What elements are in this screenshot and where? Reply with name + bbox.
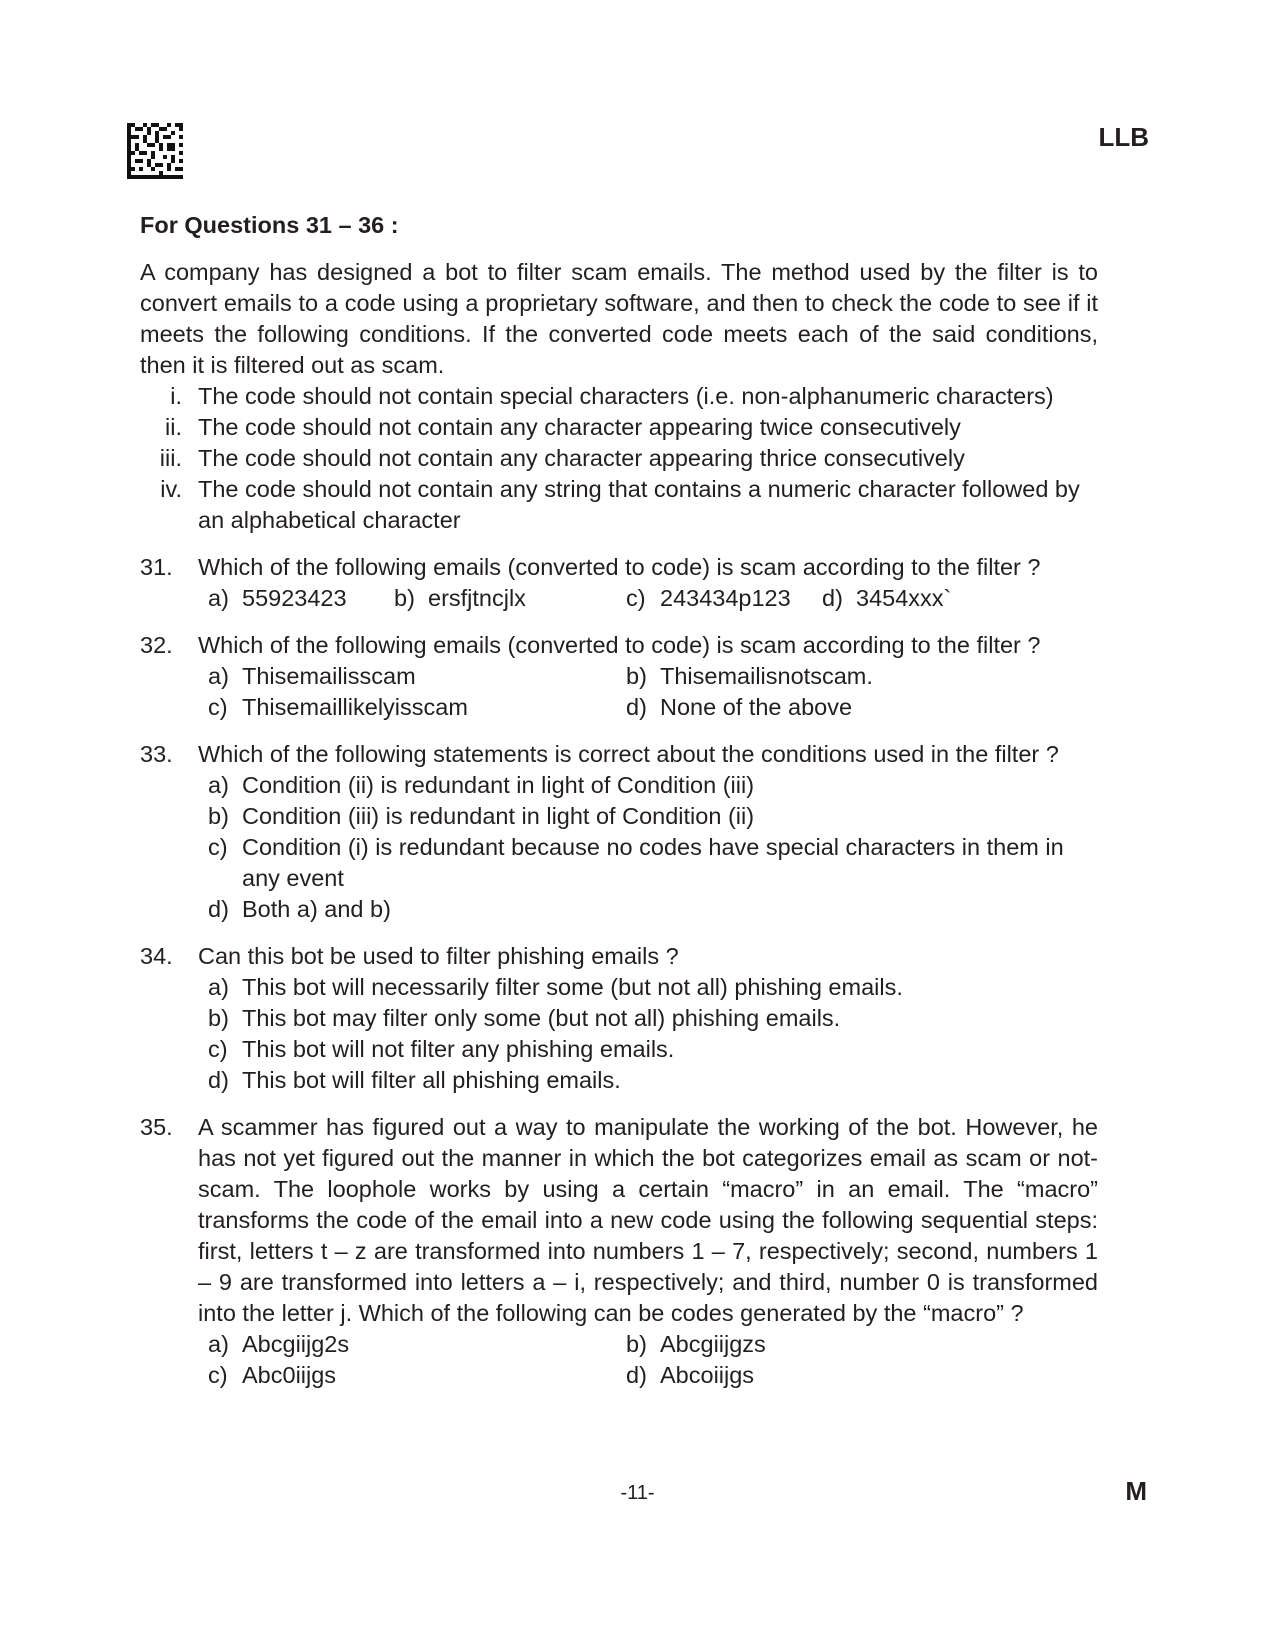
option-label: c) — [208, 1362, 228, 1388]
condition-item — [140, 474, 1098, 536]
option-label: a) — [208, 974, 229, 1000]
question-block — [140, 210, 1098, 1391]
option-label: d) — [208, 1067, 229, 1093]
question-33 — [140, 739, 1098, 925]
conditions-list — [140, 381, 1098, 536]
options — [140, 583, 1098, 614]
options — [140, 972, 1098, 1096]
option-text: Abc0iijgs — [242, 1362, 337, 1388]
option-text: Condition (i) is redundant because no codes have special characters in them in any event — [242, 834, 1064, 891]
option-label: b) — [626, 1331, 647, 1357]
option-b[interactable] — [208, 1003, 1098, 1034]
condition-text: The code should not contain any character appearing twice consecutively — [198, 414, 961, 440]
option-text: 55923423 — [242, 585, 347, 611]
section-heading: For Questions 31 – 36 : — [140, 212, 399, 238]
option-label: a) — [208, 1331, 229, 1357]
question-number: 31. — [140, 554, 173, 580]
option-d[interactable] — [822, 583, 951, 614]
condition-number: iv. — [160, 476, 182, 502]
option-c[interactable] — [208, 832, 1098, 894]
option-label: c) — [208, 834, 228, 860]
question-text: A scammer has figured out a way to manipulate the working of the bot. However, he has not yet figured out the manner in which the bot categorizes email as scam or not-scam. The loophole works by using a certain “macro” in an email. The “macro” transforms the code of the email into a new code using the following sequential steps: first, letters t – z are transformed into numbers 1 – 7, respectively; second, numbers 1 – 9 are transformed into letters a – i, respectively; and third, number 0 is transformed into the letter j. Which of the following can be codes generated by the “macro” ? — [198, 1114, 1098, 1326]
options — [140, 770, 1098, 925]
option-label: a) — [208, 772, 229, 798]
option-label: b) — [394, 585, 415, 611]
option-text: Thisemailisscam — [242, 663, 416, 689]
condition-number: iii. — [159, 445, 182, 471]
option-label: b) — [626, 663, 647, 689]
option-text: This bot will filter all phishing emails. — [242, 1067, 621, 1093]
condition-item — [140, 443, 1098, 474]
question-number: 33. — [140, 741, 173, 767]
option-text: Condition (ii) is redundant in light of Condition (iii) — [242, 772, 755, 798]
option-b[interactable] — [626, 661, 1026, 692]
condition-text: The code should not contain any character appearing thrice consecutively — [198, 445, 965, 471]
options — [140, 661, 1098, 723]
question-35 — [140, 1112, 1098, 1391]
condition-text: The code should not contain any string that contains a numeric character followed by an alphabetical character — [198, 476, 1080, 533]
option-b[interactable] — [394, 583, 626, 614]
condition-number: ii. — [165, 414, 182, 440]
options — [140, 1329, 1098, 1391]
option-text: Thisemaillikelyisscam — [242, 694, 468, 720]
option-text: This bot will not filter any phishing emails. — [242, 1036, 675, 1062]
option-label: d) — [208, 896, 229, 922]
option-text: Both a) and b) — [242, 896, 391, 922]
option-a[interactable] — [208, 770, 1098, 801]
option-a[interactable] — [208, 661, 626, 692]
question-34 — [140, 941, 1098, 1096]
question-text: Can this bot be used to filter phishing emails ? — [198, 943, 679, 969]
option-text: Abcgiijgzs — [660, 1331, 766, 1357]
option-text: Thisemailisnotscam. — [660, 663, 873, 689]
option-b[interactable] — [626, 1329, 1026, 1360]
option-b[interactable] — [208, 801, 1098, 832]
option-label: c) — [208, 1036, 228, 1062]
option-label: a) — [208, 663, 229, 689]
option-text: This bot will necessarily filter some (but not all) phishing emails. — [242, 974, 903, 1000]
option-text: 3454xxx` — [856, 585, 952, 611]
condition-item — [140, 412, 1098, 443]
option-text: Abcgiijg2s — [242, 1331, 350, 1357]
option-label: d) — [626, 694, 647, 720]
question-31 — [140, 552, 1098, 614]
condition-item — [140, 381, 1098, 412]
option-text: 243434p123 — [660, 585, 791, 611]
question-number: 34. — [140, 943, 173, 969]
option-a[interactable] — [208, 583, 394, 614]
option-label: d) — [626, 1362, 647, 1388]
option-a[interactable] — [208, 972, 1098, 1003]
paper-code: LLB — [1098, 122, 1149, 152]
option-label: c) — [208, 694, 228, 720]
option-c[interactable] — [626, 583, 822, 614]
option-c[interactable] — [208, 1034, 1098, 1065]
question-text: Which of the following emails (converted to code) is scam according to the filter ? — [198, 554, 1041, 580]
option-label: d) — [822, 585, 843, 611]
condition-text: The code should not contain special characters (i.e. non-alphanumeric characters) — [198, 383, 1054, 409]
option-text: This bot may filter only some (but not all) phishing emails. — [242, 1005, 841, 1031]
question-text: Which of the following statements is correct about the conditions used in the filter ? — [198, 741, 1059, 767]
option-d[interactable] — [208, 894, 1098, 925]
option-label: b) — [208, 1005, 229, 1031]
question-number: 35. — [140, 1114, 173, 1140]
intro-paragraph: A company has designed a bot to filter scam emails. The method used by the filter is to convert emails to a code using a proprietary software, and then to check the code to see if it meets the following conditions. If the converted code meets each of the said conditions, then it is filtered out as scam. — [140, 259, 1098, 378]
option-label: c) — [626, 585, 646, 611]
option-a[interactable] — [208, 1329, 626, 1360]
option-c[interactable] — [208, 692, 626, 723]
page-number: -11- — [620, 1482, 655, 1504]
question-text: Which of the following emails (converted to code) is scam according to the filter ? — [198, 632, 1041, 658]
question-32 — [140, 630, 1098, 723]
option-label: b) — [208, 803, 229, 829]
option-text: Abcoiijgs — [660, 1362, 755, 1388]
option-d[interactable] — [626, 692, 1026, 723]
option-c[interactable] — [208, 1360, 626, 1391]
condition-number: i. — [170, 383, 182, 409]
option-d[interactable] — [626, 1360, 1026, 1391]
datamatrix-code — [127, 123, 183, 179]
option-text: ersfjtncjlx — [428, 585, 526, 611]
option-text: Condition (iii) is redundant in light of Condition (ii) — [242, 803, 755, 829]
option-label: a) — [208, 585, 229, 611]
option-text: None of the above — [660, 694, 853, 720]
option-d[interactable] — [208, 1065, 1098, 1096]
question-number: 32. — [140, 632, 173, 658]
set-code: M — [1125, 1476, 1147, 1506]
